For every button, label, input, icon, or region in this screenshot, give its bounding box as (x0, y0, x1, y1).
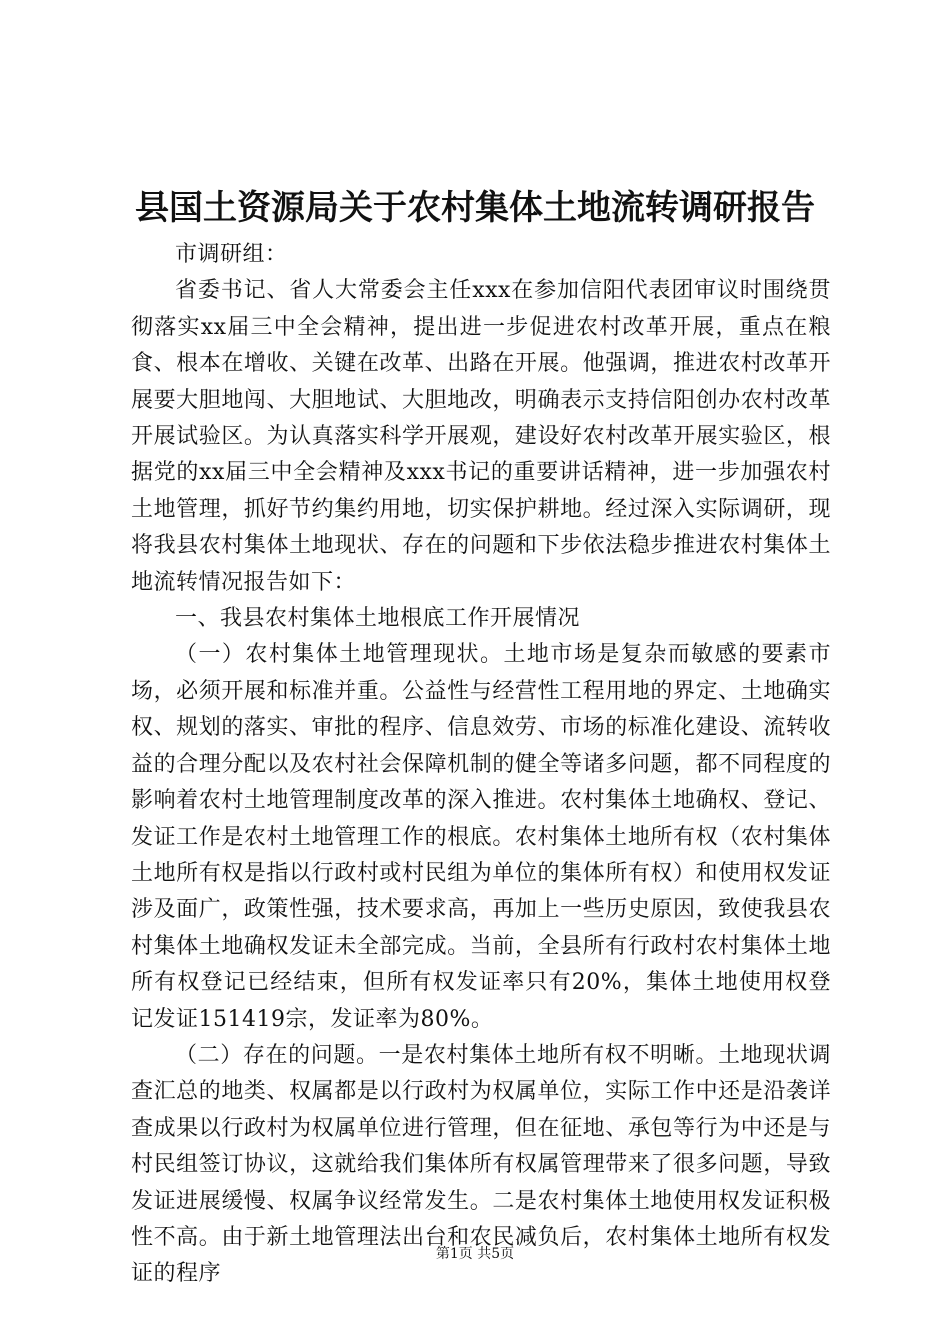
page-number-footer: 第1页 共5页 (435, 1246, 515, 1262)
document-title: 县国土资源局关于农村集体土地流转调研报告 (135, 188, 815, 228)
document-body (131, 237, 831, 1293)
section-heading: 一、我县农村集体土地根底工作开展情况 (175, 606, 581, 632)
body-paragraph: （二）存在的问题。一是农村集体土地所有权不明晰。土地现状调查汇总的地类、权属都是以行政村为权属单位，实际工作中还是沿袭详查成果以行政村为权属单位进行管理，但在征地、承包等行为中还是与村民组签订协议，这就给我们集体所有权属管理带来了很多问题，导致发证进展缓慢、权属争议经常发生。二是农村集体土地使用权发证积极性不高。由于新土地管理法出台和农民减负后，农村集体土地所有权发证的程序 (131, 1042, 831, 1287)
body-paragraph: 省委书记、省人大常委会主任xxx在参加信阳代表团审议时围绕贯彻落实xx届三中全会精神，提出进一步促进农村改革开展，重点在粮食、根本在增收、关键在改革、出路在开展。他强调，推进农村改革开展要大胆地闯、大胆地试、大胆地改，明确表示支持信阳创办农村改革开展试验区。为认真落实科学开展观，建设好农村改革开展实验区，根据党的xx届三中全会精神及xxx书记的重要讲话精神，进一步加强农村土地管理，抓好节约集约用地，切实保护耕地。经过深入实际调研，现将我县农村集体土地现状、存在的问题和下步依法稳步推进农村集体土地流转情况报告如下： (131, 278, 831, 595)
body-paragraph: （一）农村集体土地管理现状。土地市场是复杂而敏感的要素市场，必须开展和标准并重。公益性与经营性工程用地的界定、土地确实权、规划的落实、审批的程序、信息效劳、市场的标准化建设、流转收益的合理分配以及农村社会保障机制的健全等诸多问题，都不同程度的影响着农村土地管理制度改革的深入推进。农村集体土地确权、登记、发证工作是农村土地管理工作的根底。农村集体土地所有权（农村集体土地所有权是指以行政村或村民组为单位的集体所有权）和使用权发证涉及面广，政策性强，技术要求高，再加上一些历史原因，致使我县农村集体土地确权发证未全部完成。当前，全县所有行政村农村集体土地所有权登记已经结束，但所有权发证率只有20%，集体土地使用权登记发证151419宗，发证率为80%。 (131, 642, 831, 1032)
salutation-paragraph: 市调研组： (175, 242, 288, 267)
